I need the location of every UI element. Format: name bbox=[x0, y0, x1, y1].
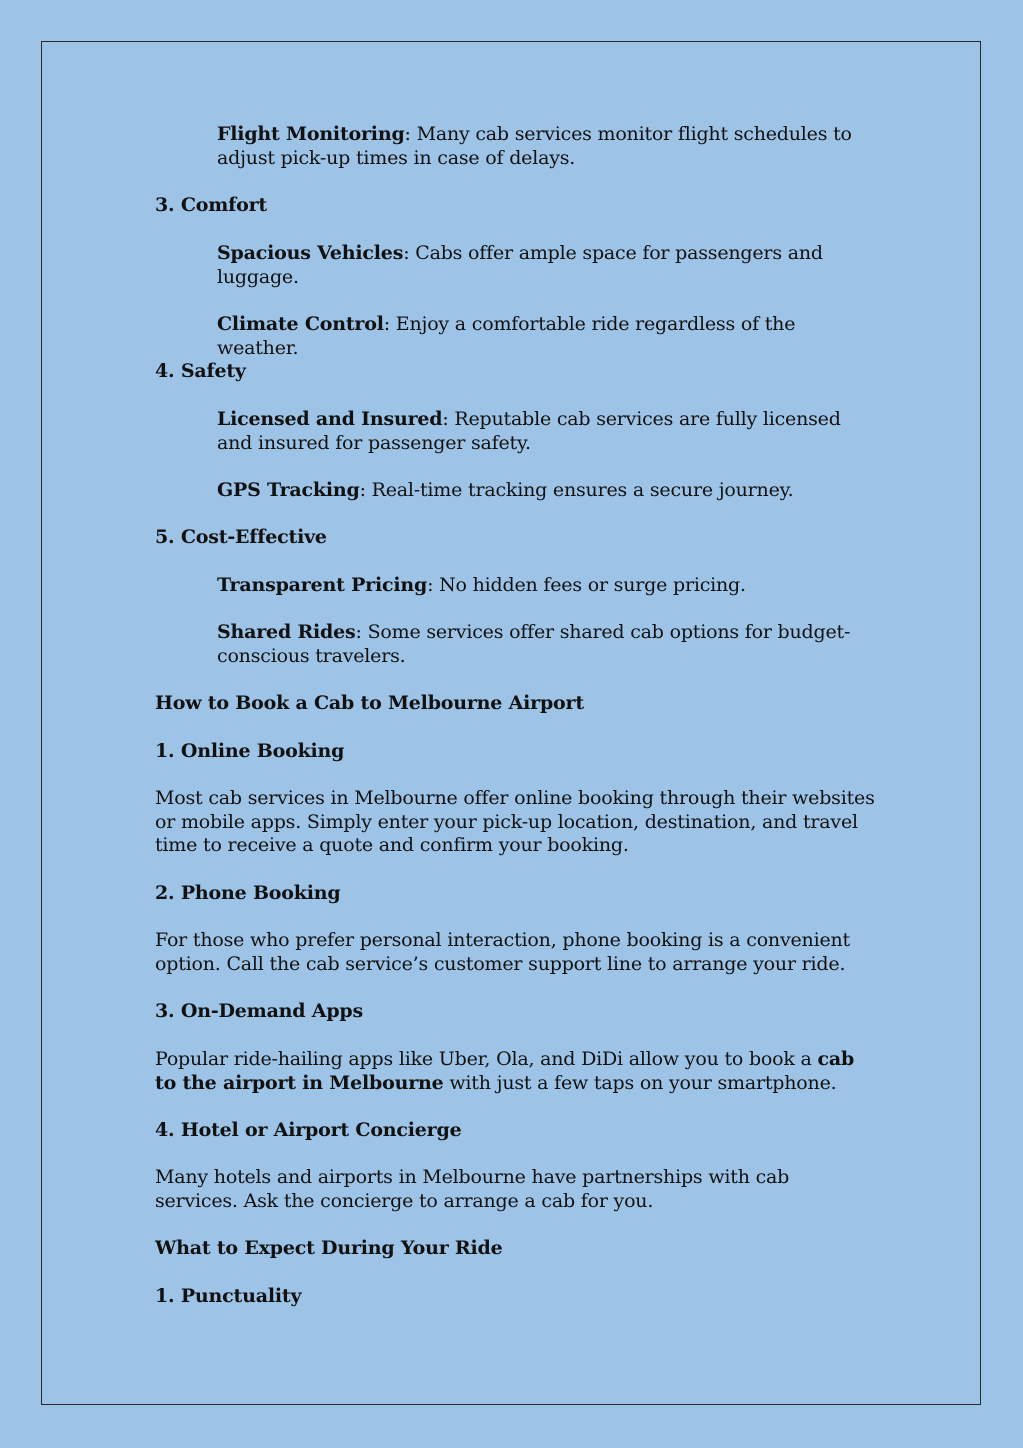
term-description: : No hidden fees or surge pricing. bbox=[427, 574, 746, 596]
paragraph-text: Popular ride-hailing apps like Uber, Ola, and DiDi allow you to book a bbox=[155, 1048, 818, 1070]
paragraph-on-demand-apps bbox=[155, 1048, 875, 1095]
term-description: : Reputable cab services are fully licensed and insured for passenger safety. bbox=[217, 408, 841, 454]
term-description: : Some services offer shared cab options for budget-conscious travelers. bbox=[217, 621, 851, 667]
item-flight-monitoring bbox=[217, 123, 877, 170]
term-label: Flight Monitoring bbox=[217, 123, 405, 145]
heading-punctuality: 1. Punctuality bbox=[155, 1285, 302, 1307]
heading-phone-booking: 2. Phone Booking bbox=[155, 882, 341, 904]
heading-online-booking: 1. Online Booking bbox=[155, 740, 345, 762]
term-label: Shared Rides bbox=[217, 621, 356, 643]
term-label: Licensed and Insured bbox=[217, 408, 443, 430]
term-description: : Real-time tracking ensures a secure journey. bbox=[359, 479, 794, 501]
item-spacious-vehicles bbox=[217, 242, 877, 289]
heading-safety: 4. Safety bbox=[155, 360, 246, 382]
term-label: Transparent Pricing bbox=[217, 574, 428, 596]
paragraph-text: with just a few taps on your smartphone. bbox=[443, 1071, 837, 1094]
item-climate-control bbox=[217, 313, 877, 360]
keyword-emphasis: cab to the airport in Melbourne bbox=[155, 1048, 855, 1094]
term-label: Spacious Vehicles bbox=[217, 242, 404, 264]
item-gps-tracking bbox=[217, 479, 877, 503]
paragraph-online-booking: Most cab services in Melbourne offer online booking through their websites or mobile apps. Simply enter your pick-up location, destination, and travel time to receive a quote and confirm your booking. bbox=[155, 787, 875, 856]
heading-what-to-expect: What to Expect During Your Ride bbox=[155, 1237, 503, 1259]
term-label: Climate Control bbox=[217, 313, 384, 335]
heading-cost-effective: 5. Cost-Effective bbox=[155, 526, 327, 548]
paragraph-phone-booking: For those who prefer personal interaction, phone booking is a convenient option. Call the cab service’s customer support line to arrange your ride. bbox=[155, 929, 850, 975]
term-description: : Enjoy a comfortable ride regardless of the weather. bbox=[217, 313, 796, 359]
item-transparent-pricing bbox=[217, 574, 877, 598]
heading-how-to-book: How to Book a Cab to Melbourne Airport bbox=[155, 692, 584, 714]
term-label: GPS Tracking bbox=[217, 479, 360, 501]
item-licensed-insured bbox=[217, 408, 877, 455]
heading-comfort: 3. Comfort bbox=[155, 194, 267, 216]
term-description: : Many cab services monitor flight schedules to adjust pick-up times in case of delays. bbox=[217, 123, 852, 169]
heading-on-demand-apps: 3. On-Demand Apps bbox=[155, 1000, 364, 1022]
term-description: : Cabs offer ample space for passengers and luggage. bbox=[217, 242, 823, 288]
paragraph-concierge: Many hotels and airports in Melbourne have partnerships with cab services. Ask the concierge to arrange a cab for you. bbox=[155, 1166, 790, 1212]
item-shared-rides bbox=[217, 621, 877, 668]
heading-concierge: 4. Hotel or Airport Concierge bbox=[155, 1119, 462, 1141]
